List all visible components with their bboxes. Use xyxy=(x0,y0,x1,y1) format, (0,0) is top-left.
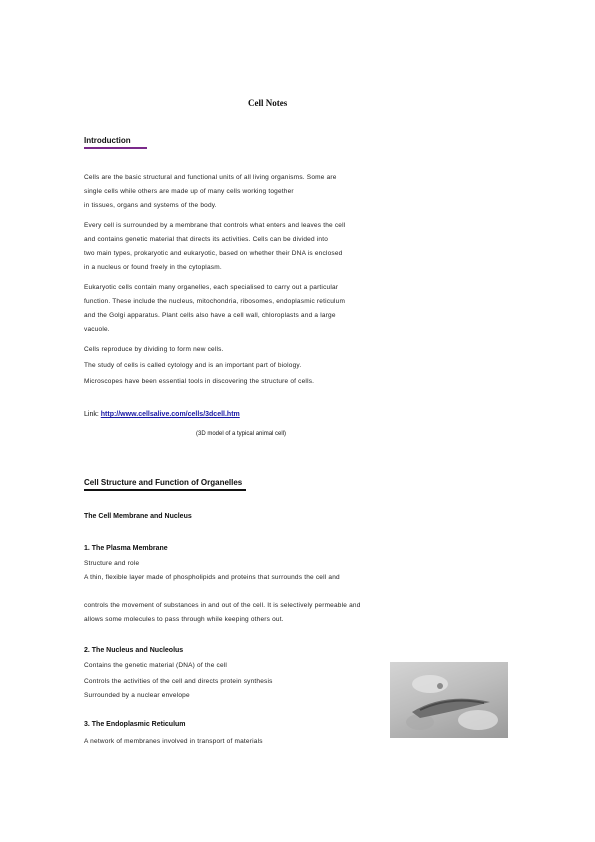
intro-heading: Introduction xyxy=(84,136,147,149)
section-intro: The Cell Membrane and Nucleus xyxy=(84,513,192,520)
body-line: Structure and role xyxy=(84,560,140,567)
body-line: Contains the genetic material (DNA) of the cell xyxy=(84,662,228,669)
body-line: A thin, flexible layer made of phospholipids and proteins that surrounds the cell and xyxy=(84,574,340,581)
intro-line: and the Golgi apparatus. Plant cells also have a cell wall, chloroplasts and a large xyxy=(84,312,336,319)
reference-link[interactable]: http://www.cellsalive.com/cells/3dcell.htm xyxy=(100,411,240,418)
organelle-photo xyxy=(390,662,508,738)
intro-line: function. These include the nucleus, mitochondria, ribosomes, endoplasmic reticulum xyxy=(84,298,346,305)
intro-line: in a nucleus or found freely in the cytoplasm. xyxy=(84,264,222,271)
intro-line: vacuole. xyxy=(84,326,110,333)
subsection-title: 2. The Nucleus and Nucleolus xyxy=(84,647,184,654)
intro-line: single cells while others are made up of many cells working together xyxy=(84,188,294,195)
intro-line: in tissues, organs and systems of the body. xyxy=(84,202,217,209)
organelle-photo-graphic xyxy=(390,662,508,738)
body-line: A network of membranes involved in transport of materials xyxy=(84,738,263,745)
intro-line: two main types, prokaryotic and eukaryotic, based on whether their DNA is enclosed xyxy=(84,250,343,257)
body-line: Surrounded by a nuclear envelope xyxy=(84,692,190,699)
subsection-title: 1. The Plasma Membrane xyxy=(84,545,168,552)
intro-line: and contains genetic material that directs its activities. Cells can be divided into xyxy=(84,236,329,243)
intro-line: Eukaryotic cells contain many organelles, each specialised to carry out a particular xyxy=(84,284,339,291)
reference-link-row xyxy=(84,410,240,419)
intro-line: Every cell is surrounded by a membrane that controls what enters and leaves the cell xyxy=(84,222,346,229)
intro-line: Cells are the basic structural and functional units of all living organisms. Some are xyxy=(84,174,337,181)
intro-line: Microscopes have been essential tools in discovering the structure of cells. xyxy=(84,378,315,385)
body-line: controls the movement of substances in and out of the cell. It is selectively permeable and xyxy=(84,602,361,609)
intro-line: The study of cells is called cytology and is an important part of biology. xyxy=(84,362,302,369)
page-title: Cell Notes xyxy=(248,98,288,108)
subsection-title: 3. The Endoplasmic Reticulum xyxy=(84,721,186,728)
body-line: Controls the activities of the cell and directs protein synthesis xyxy=(84,678,273,685)
link-prefix: Link: xyxy=(84,411,99,418)
intro-line: Cells reproduce by dividing to form new cells. xyxy=(84,346,224,353)
body-line: allows some molecules to pass through while keeping others out. xyxy=(84,616,284,623)
link-caption: (3D model of a typical animal cell) xyxy=(196,431,287,437)
section-heading: Cell Structure and Function of Organelles xyxy=(84,478,246,491)
